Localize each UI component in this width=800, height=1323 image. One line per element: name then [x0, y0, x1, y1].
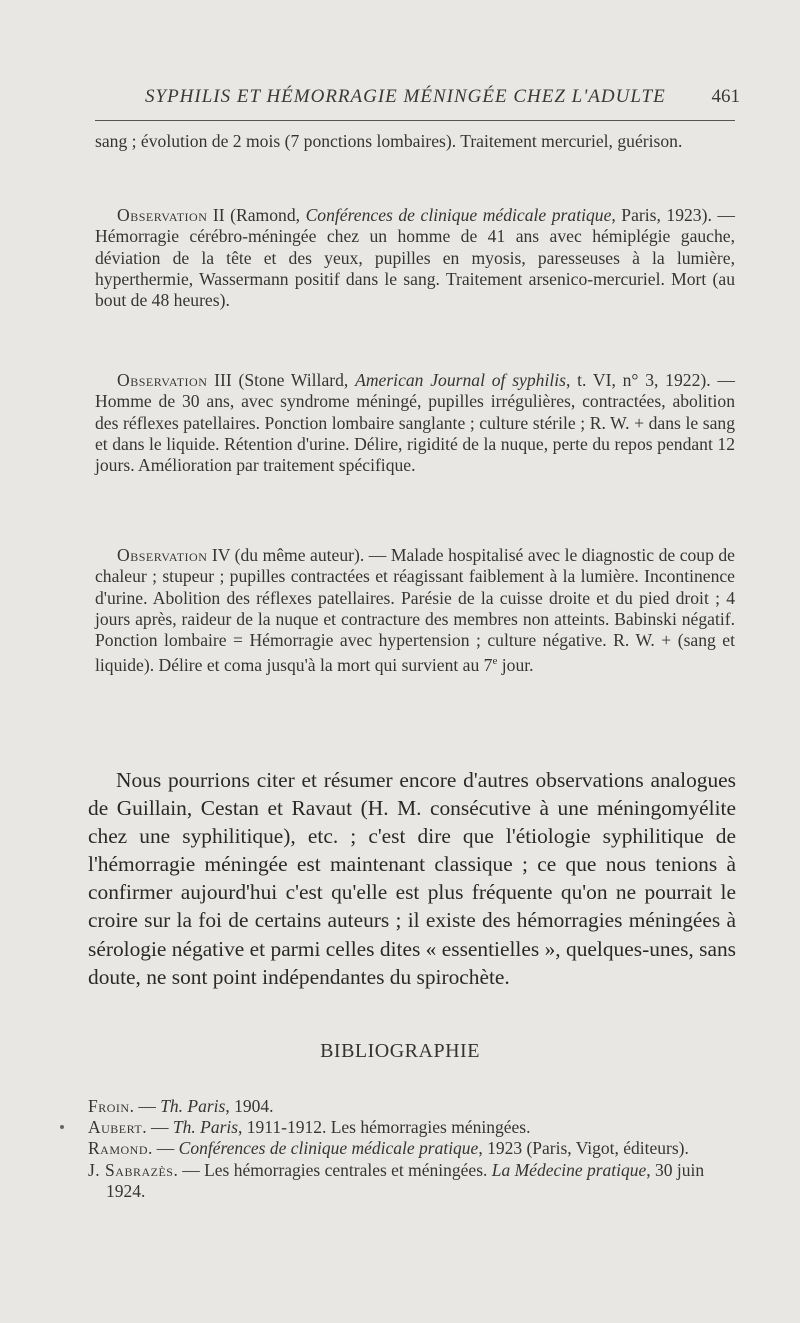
bib-author: Ramond	[88, 1138, 149, 1159]
page-header	[95, 86, 740, 116]
bib-separator: . — Les hémorragies centrales et méningées.	[173, 1159, 492, 1180]
observation-3-title: American Journal of syphilis	[355, 370, 566, 390]
bibliography-entry	[88, 1138, 728, 1159]
ink-speck	[60, 1125, 64, 1129]
bib-author: J. Sabrazès	[88, 1159, 174, 1180]
bibliography-entry	[88, 1160, 728, 1202]
bib-rest: , 1923 (Paris, Vigot, éditeurs).	[478, 1138, 689, 1159]
bib-work: Th. Paris	[160, 1096, 226, 1116]
bib-rest: , 1904.	[225, 1096, 274, 1116]
running-title: SYPHILIS ET HÉMORRAGIE MÉNINGÉE CHEZ L'ADULTE	[145, 86, 666, 107]
observation-4	[95, 545, 735, 677]
observation-4-text-a: IV (du même auteur). — Malade hospitalisé avec le diagnostic de coup de chaleur ; stupeur ; pupilles contractées et réagissant faiblement à la lumière. Incontinence d'urine. Abolition des réflexes patellaires. Parésie de la cuisse droite et du pied droit ; 4 jours après, raideur de la nuque et contracture des membres non atteints. Babinski négatif. Ponction lombaire = Hémorragie avec hypertension ; culture négative. R. W. + (sang et liquide). Délire et coma jusqu'à la mort qui survient au 7	[95, 545, 735, 676]
bib-work: Th. Paris	[172, 1117, 239, 1138]
bib-separator: . —	[129, 1096, 161, 1116]
bibliography-title: BIBLIOGRAPHIE	[320, 1040, 480, 1062]
main-paragraph: Nous pourrions citer et résumer encore d'autres observations analogues de Guillain, Cestan et Ravaut (H. M. consécutive à une méningomyélite chez une syphilitique), etc. ; c'est dire que l'étiologie syphilitique de l'hémorragie méningée est maintenant classique ; ce que nous tenions à confirmer aujourd'hui c'est qu'elle est plus fréquente qu'on ne pourrait le croire sur la foi de certains auteurs ; il existe des hémorragies méningées à sérologie négative et parmi celles dites « essentielles », quelques-unes, sans doute, ne sont point indépendantes du spirochète.	[88, 768, 736, 989]
bib-work: La Médecine pratique	[491, 1159, 647, 1180]
observation-3	[95, 370, 735, 476]
observation-3-text-b: , t. VI, n° 3, 1922). — Homme de 30 ans, avec syndrome méningé, pupilles irrégulières, contractées, abolition des réflexes patellaires. Ponction lombaire sanglante ; culture stérile ; R. W. + dans le sang et dans le liquide. Rétention d'urine. Délire, rigidité de la nuque, perte du repos pendant 12 jours. Amélioration par traitement spécifique.	[95, 370, 735, 476]
observation-4-superscript: e	[492, 655, 498, 668]
bib-rest: , 30 juin 1924.	[106, 1159, 705, 1201]
observation-4-label: Observation	[117, 545, 208, 565]
observation-3-text-a: III (Stone Willard,	[207, 370, 356, 390]
bib-author: Froin	[88, 1096, 130, 1116]
bib-work: Conférences de clinique médicale pratique	[178, 1138, 479, 1159]
observation-3-label: Observation	[117, 370, 208, 390]
header-rule	[95, 120, 735, 121]
observation-4-text-b: jour.	[497, 655, 534, 676]
bib-separator: . —	[142, 1117, 173, 1138]
observation-2-label: Observation	[117, 205, 208, 225]
observation-2-text-b: , Paris, 1923). — Hémorragie cérébro-méningée chez un homme de 41 ans avec hémiplégie gauche, déviation de la tête et des yeux, pupilles en myosis, paresseuses à la lumière, hyperthermie, Wassermann positif dans le sang. Traitement arsenico-mercuriel. Mort (au bout de 48 heures).	[95, 205, 735, 311]
observation-2-title: Conférences de clinique médicale pratique	[305, 205, 612, 225]
bibliography-entry	[88, 1096, 728, 1117]
bibliography-entry	[88, 1117, 728, 1138]
observation-2-text-a: II (Ramond,	[207, 205, 306, 225]
bib-separator: . —	[148, 1138, 179, 1159]
bibliography-list	[88, 1096, 728, 1202]
continuation-paragraph: sang ; évolution de 2 mois (7 ponctions lombaires). Traitement mercuriel, guérison.	[95, 131, 683, 151]
bib-rest: , 1911-1912. Les hémorragies méningées.	[238, 1117, 531, 1138]
observation-2	[95, 205, 735, 311]
page-number: 461	[711, 86, 740, 107]
bib-author: Aubert	[88, 1117, 143, 1138]
